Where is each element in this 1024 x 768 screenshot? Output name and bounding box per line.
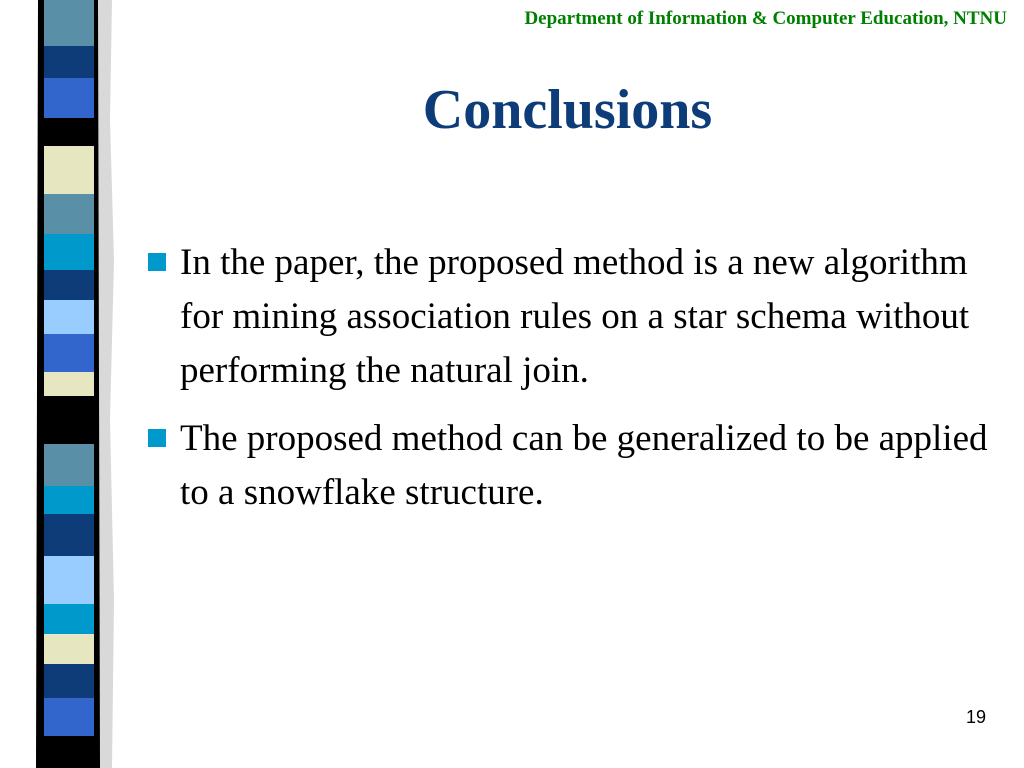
decorative-strip [0,0,120,768]
page-number: 19 [965,707,986,727]
bullet-item [140,412,1000,520]
square-bullet-icon [148,429,166,447]
bullet-text: In the paper, the proposed method is a new algorithm for mining association rules on a star schema without performing the natural join. [180,242,970,391]
square-bullet-icon [148,253,166,271]
bullet-item [140,236,1000,398]
slide-title: Conclusions [422,79,713,141]
bullet-list [140,236,1000,534]
organization-header: Department of Information & Computer Education, NTNU [524,8,1007,29]
bullet-text: The proposed method can be generalized to be applied to a snowflake structure. [180,418,988,513]
